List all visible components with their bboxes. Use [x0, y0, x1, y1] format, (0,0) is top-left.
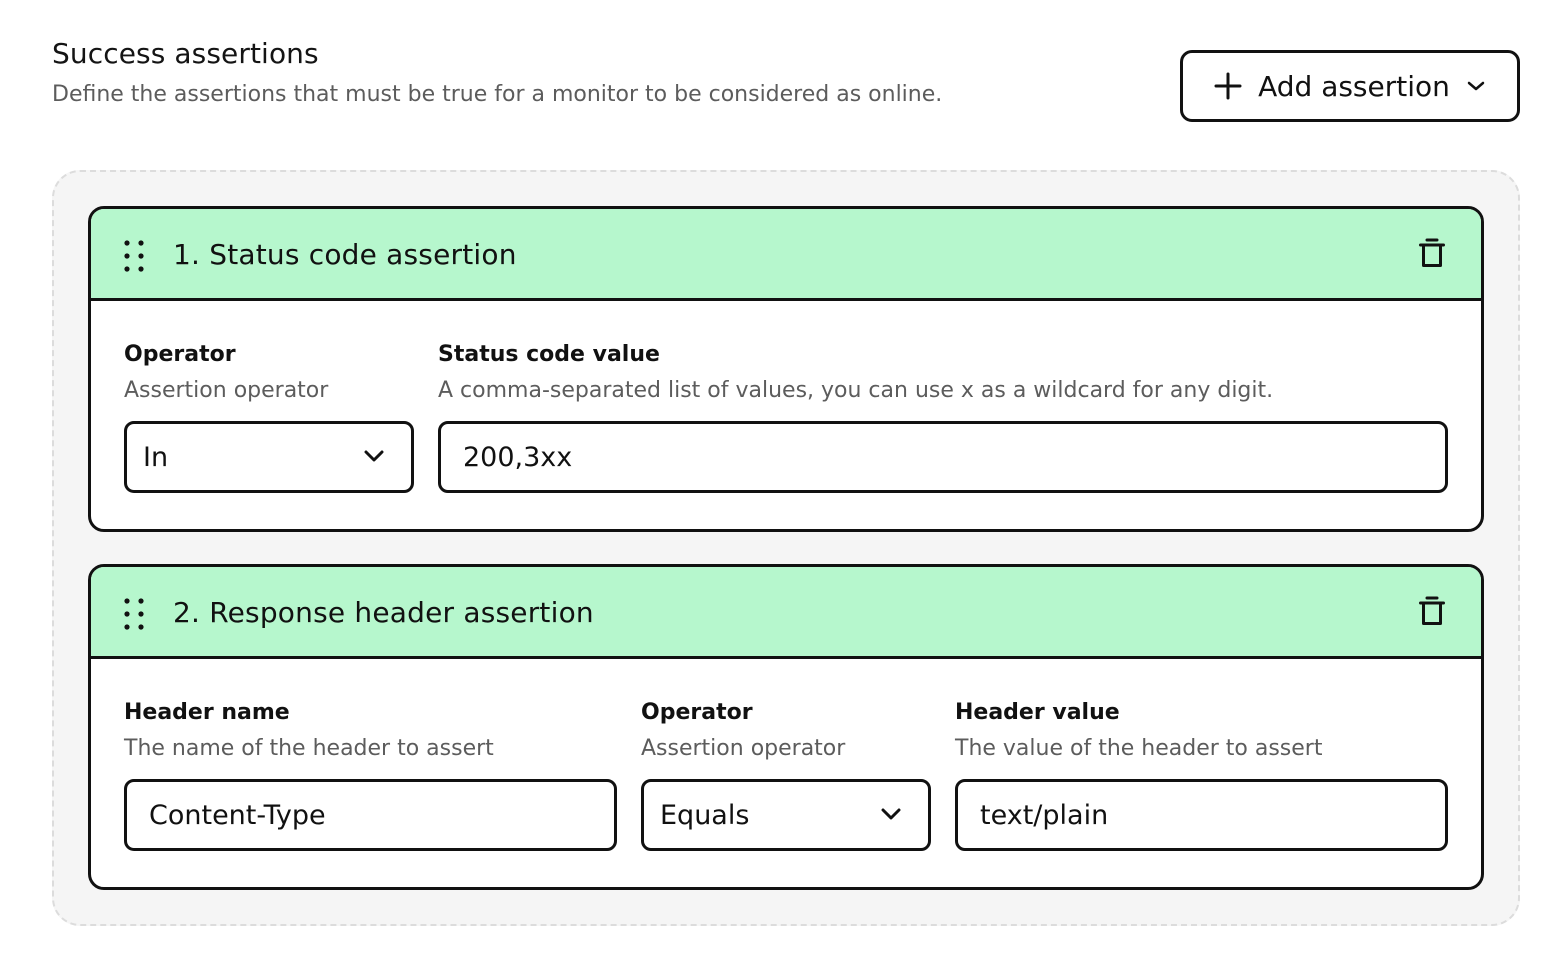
- field-hint: Assertion operator: [641, 736, 846, 761]
- assertion-card-header: [91, 209, 1481, 301]
- chevron-down-icon: [880, 806, 902, 822]
- header-value-input[interactable]: [955, 779, 1448, 851]
- header-value-field: [955, 699, 1448, 851]
- assertion-card-title: 1. Status code assertion: [173, 238, 517, 271]
- field-hint: Assertion operator: [124, 378, 329, 403]
- operator-field: [641, 699, 931, 851]
- section-title: Success assertions: [52, 37, 319, 70]
- drag-handle-icon[interactable]: [123, 597, 147, 631]
- field-label: Operator: [124, 342, 236, 367]
- operator-field: [124, 341, 414, 493]
- add-assertion-button[interactable]: [1180, 50, 1520, 122]
- header-value-text: text/plain: [980, 799, 1109, 831]
- operator-select-value: Equals: [660, 799, 750, 831]
- section-header: [52, 36, 942, 110]
- header-name-text: Content-Type: [149, 799, 326, 831]
- status-code-value-field: [438, 341, 1448, 493]
- header-name-input[interactable]: [124, 779, 617, 851]
- field-hint: The name of the header to assert: [124, 736, 494, 761]
- add-assertion-label: Add assertion: [1258, 69, 1450, 103]
- plus-icon: [1214, 72, 1242, 100]
- trash-icon[interactable]: [1419, 237, 1445, 269]
- status-code-value-input[interactable]: [438, 421, 1448, 493]
- assertion-card-title: 2. Response header assertion: [173, 596, 594, 629]
- operator-select-value: In: [143, 441, 169, 473]
- assertion-card-response-header: [88, 564, 1484, 890]
- section-subtitle: Define the assertions that must be true for a monitor to be considered as online.: [52, 82, 943, 107]
- operator-select[interactable]: [124, 421, 414, 493]
- header-name-field: [124, 699, 617, 851]
- assertion-card-status-code: [88, 206, 1484, 532]
- assertion-card-header: [91, 567, 1481, 659]
- trash-icon[interactable]: [1419, 595, 1445, 627]
- field-label: Header name: [124, 700, 290, 725]
- field-label: Header value: [955, 700, 1120, 725]
- drag-handle-icon[interactable]: [123, 239, 147, 273]
- status-code-value-text: 200,3xx: [463, 441, 573, 473]
- field-hint: The value of the header to assert: [955, 736, 1323, 761]
- field-label: Operator: [641, 700, 753, 725]
- field-label: Status code value: [438, 342, 660, 367]
- chevron-down-icon: [363, 448, 385, 464]
- field-hint: A comma-separated list of values, you can use x as a wildcard for any digit.: [438, 378, 1274, 403]
- operator-select[interactable]: [641, 779, 931, 851]
- chevron-down-icon: [1466, 79, 1486, 93]
